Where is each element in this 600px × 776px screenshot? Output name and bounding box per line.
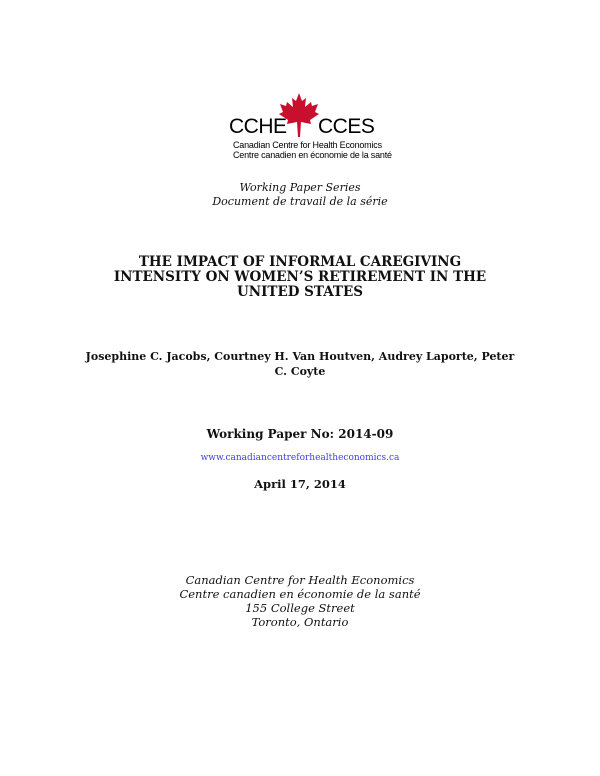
logo-subtitle-english: Canadian Centre for Health Economics — [233, 140, 382, 150]
website-link-text[interactable]: www.canadiancentreforhealtheconomics.ca — [200, 453, 400, 463]
address-line-1: Canadian Centre for Health Economics — [185, 573, 415, 587]
maple-leaf-icon — [277, 92, 321, 138]
authors-line-2: C. Coyte — [274, 365, 326, 378]
title-line-1: THE IMPACT OF INFORMAL CAREGIVING — [138, 254, 462, 270]
logo-text-cche: CCHE — [229, 115, 287, 138]
author-list — [80, 349, 520, 379]
address-line-2: Centre canadien en économie de la santé — [179, 587, 421, 601]
website-link[interactable] — [0, 453, 600, 464]
title-line-2: INTENSITY ON WOMEN’S RETIREMENT IN THE — [113, 269, 487, 285]
series-line-french: Document de travail de la série — [212, 195, 388, 208]
series-label — [0, 181, 600, 209]
publication-date: April 17, 2014 — [254, 477, 346, 491]
series-line-english: Working Paper Series — [239, 181, 361, 194]
logo-subtitle-french: Centre canadien en économie de la santé — [233, 150, 392, 160]
title-line-3: UNITED STATES — [236, 284, 364, 300]
address-line-4: Toronto, Ontario — [251, 615, 349, 629]
authors-line-1: Josephine C. Jacobs, Courtney H. Van Houtven, Audrey Laporte, Peter — [85, 350, 515, 363]
address-line-3: 155 College Street — [245, 601, 355, 615]
institution-address — [0, 573, 600, 629]
working-paper-number: Working Paper No: 2014-09 — [206, 427, 394, 441]
paper-title — [100, 255, 500, 300]
logo-text-cces: CCES — [318, 115, 375, 138]
cche-cces-logo — [225, 92, 392, 166]
